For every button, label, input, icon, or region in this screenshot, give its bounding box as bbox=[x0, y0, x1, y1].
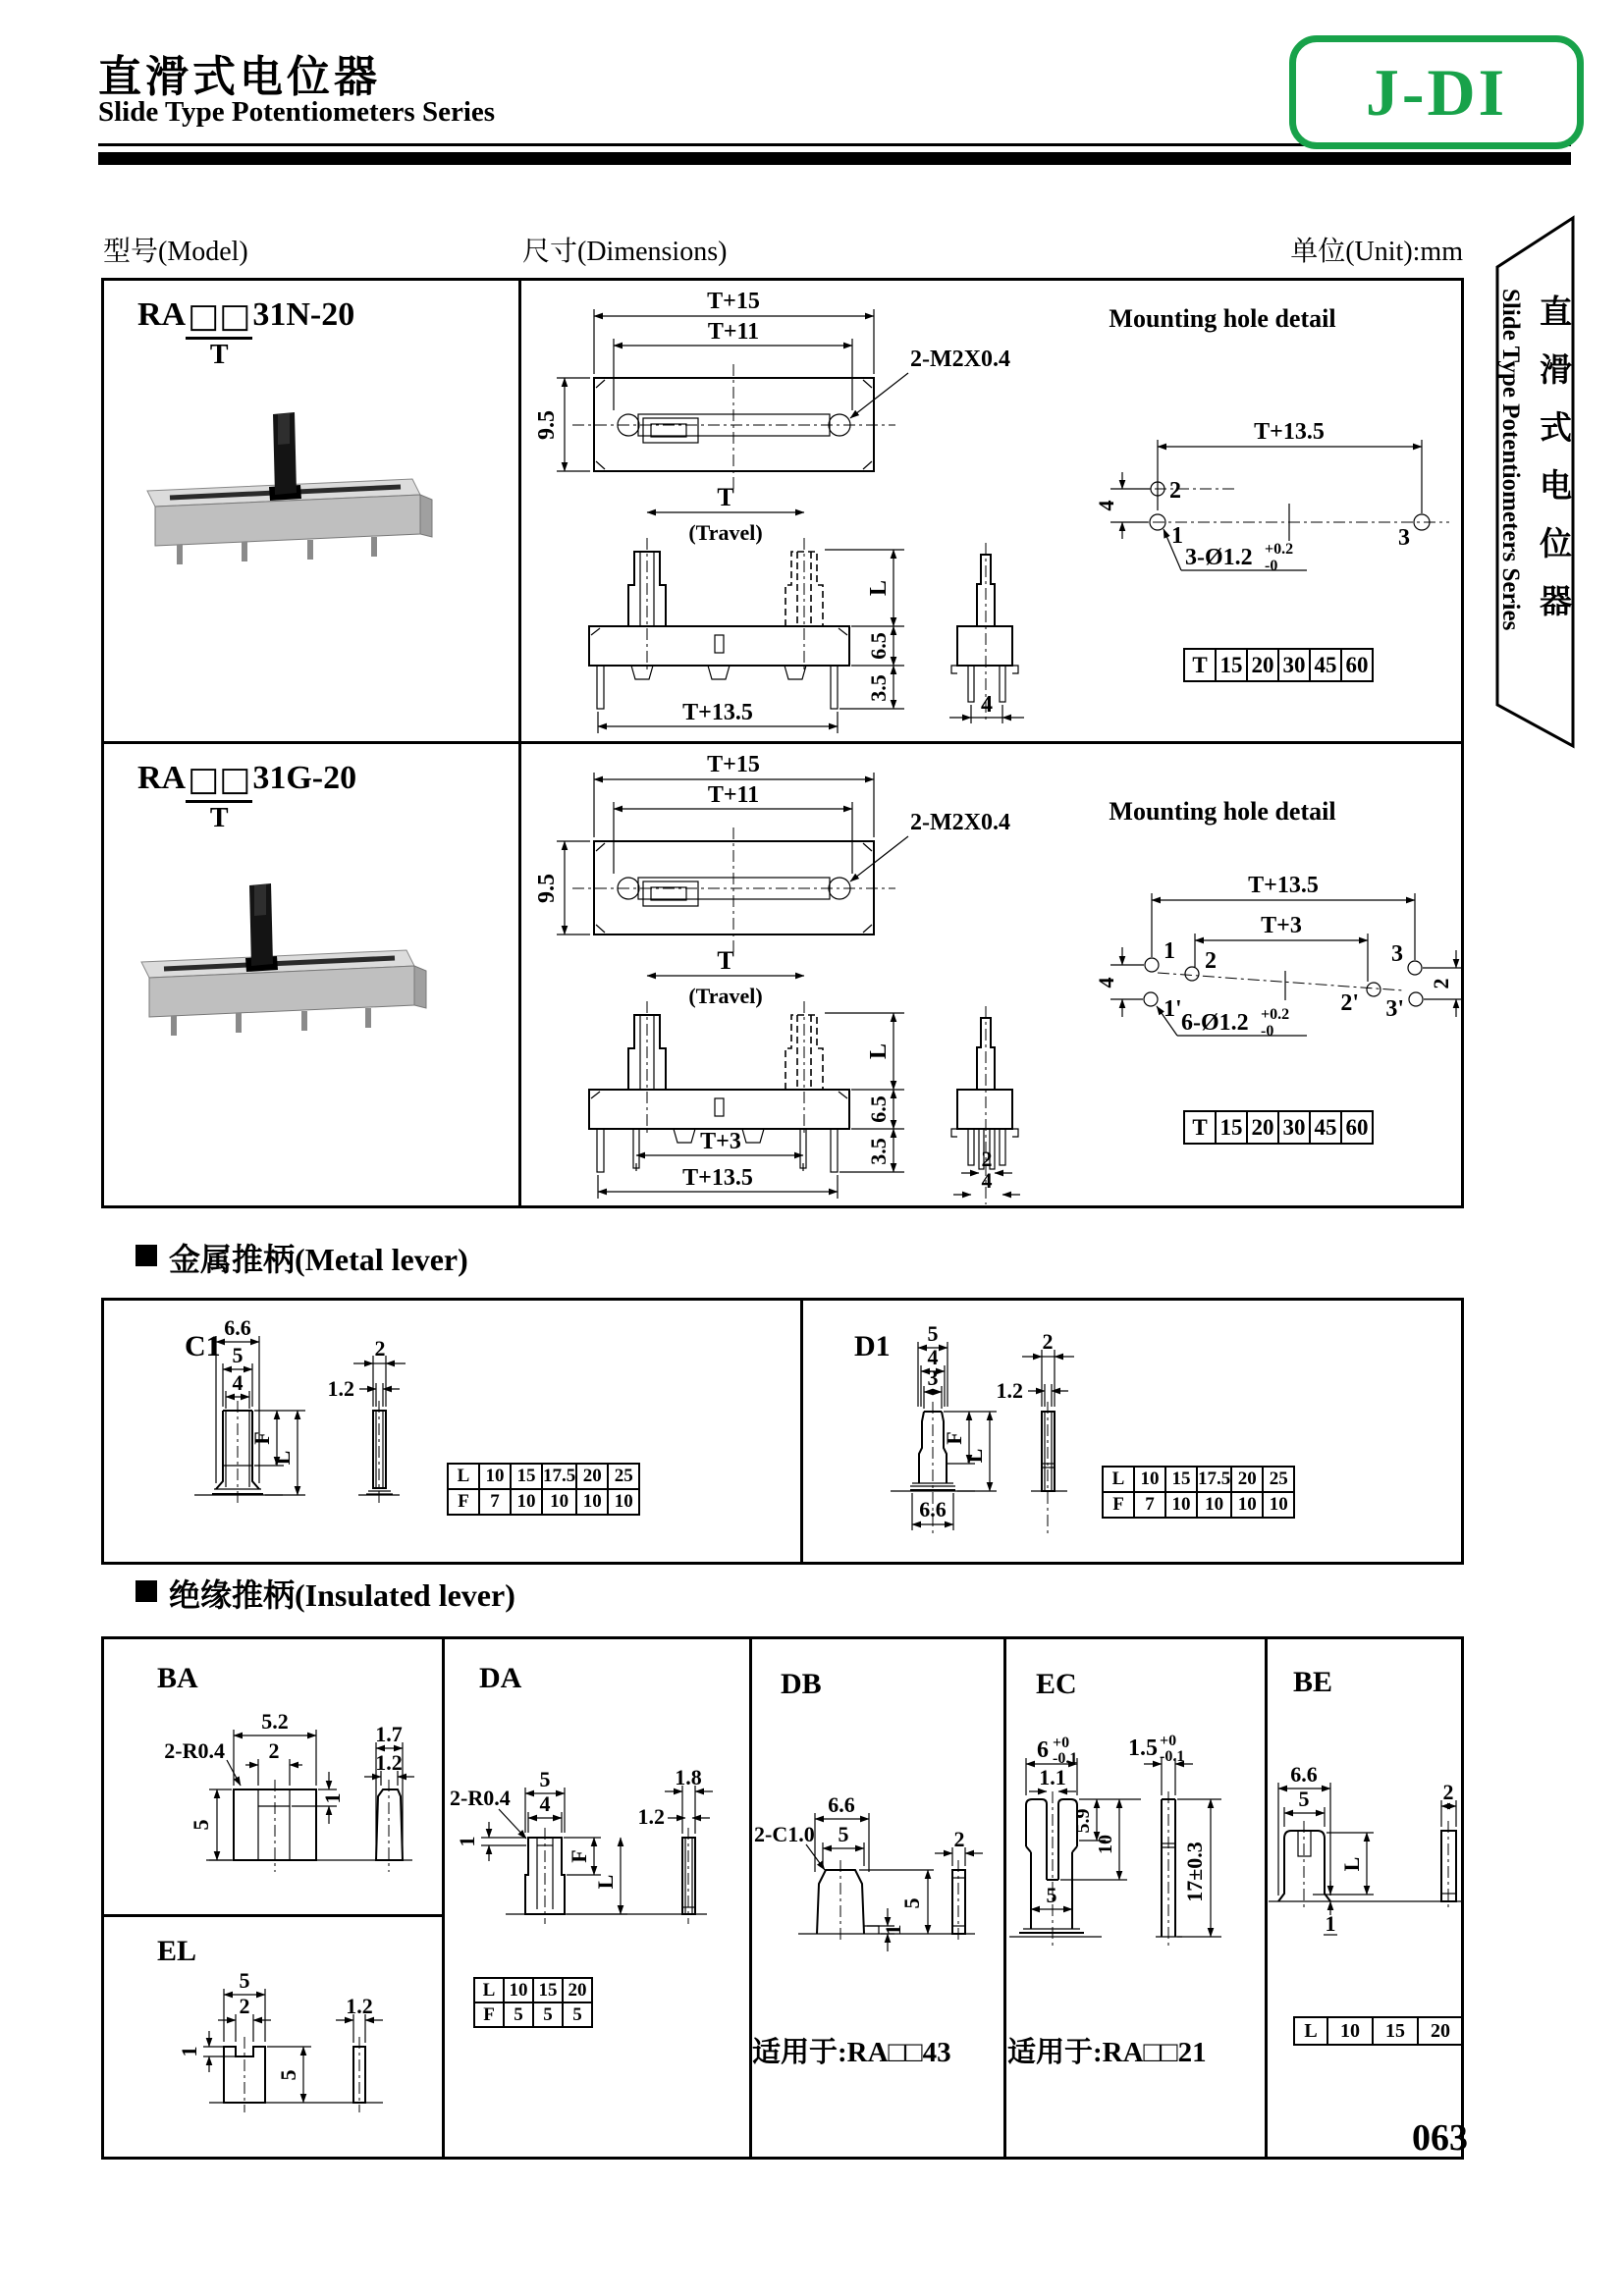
lever-type-label: DA bbox=[479, 1662, 522, 1694]
tolerance-upper: +0.2 bbox=[1265, 541, 1294, 558]
model-t: T bbox=[209, 340, 229, 370]
dim-label: T+13.5 bbox=[1254, 419, 1325, 445]
lever-type-label: BE bbox=[1293, 1666, 1333, 1698]
dim-label: T+11 bbox=[707, 319, 760, 345]
hole-label: 3' bbox=[1385, 996, 1404, 1022]
t-cell: 45 bbox=[1310, 649, 1341, 681]
d1-lf-table: L 10 15 17.5 20 25 F 7 10 10 10 10 bbox=[1102, 1466, 1295, 1519]
tolerance-upper: +0 bbox=[1053, 1735, 1070, 1751]
dim-label: T+3 bbox=[700, 1129, 741, 1154]
column-header-dimensions: 尺寸(Dimensions) bbox=[522, 237, 728, 267]
dim-label: 1.2 bbox=[346, 1994, 373, 2018]
dim-label: 9.5 bbox=[534, 410, 560, 440]
hole-label: 2' bbox=[1340, 990, 1359, 1016]
dim-label: T+11 bbox=[707, 782, 760, 808]
t-cell: 15 bbox=[1216, 649, 1247, 681]
dim-label: 3.5 bbox=[866, 1138, 891, 1165]
row1-side-view bbox=[949, 543, 1024, 723]
dim-label: 6.5 bbox=[866, 1095, 891, 1123]
lever-type-label: EC bbox=[1036, 1668, 1077, 1700]
dim-label: 4 bbox=[539, 1791, 551, 1816]
hole-label: 3 bbox=[1391, 941, 1403, 967]
model-suffix: 31N-20 bbox=[252, 296, 355, 333]
dim-label: 2 bbox=[981, 1147, 993, 1171]
dim-label: L bbox=[866, 579, 892, 597]
tolerance-upper: +0 bbox=[1160, 1733, 1177, 1749]
t-cell: 15 bbox=[1216, 1111, 1247, 1144]
da-lf-table: L 10 15 20 F 5 5 5 bbox=[473, 1977, 593, 2028]
dim-label: 5 bbox=[927, 1321, 939, 1346]
dim-label: 1 bbox=[177, 2046, 201, 2057]
dim-label: 6.6 bbox=[1290, 1762, 1318, 1787]
t-cell: 60 bbox=[1341, 649, 1373, 681]
dim-label: 5 bbox=[276, 2069, 300, 2081]
t-cell: 60 bbox=[1341, 1111, 1373, 1144]
t-cell: 45 bbox=[1310, 1111, 1341, 1144]
page-title: 直滑式电位器 bbox=[98, 52, 381, 102]
da-drawing bbox=[442, 1636, 749, 2160]
dim-label: F bbox=[942, 1431, 966, 1445]
dim-label: 1.7 bbox=[375, 1722, 403, 1746]
dim-label: 3-Ø1.2 bbox=[1185, 545, 1253, 570]
ec-applies-note: 适用于:RA□□21 bbox=[1007, 2037, 1207, 2068]
tolerance-lower: -0 bbox=[1261, 1023, 1274, 1040]
dim-label: 1 bbox=[320, 1792, 345, 1804]
ins-divider-4 bbox=[1265, 1636, 1268, 2160]
dim-label: 2 bbox=[953, 1827, 965, 1851]
ec-drawing bbox=[1003, 1636, 1265, 2160]
model-code-row2 bbox=[137, 760, 356, 834]
model-boxes: □□ bbox=[186, 296, 252, 340]
dim-label: 4 bbox=[1094, 500, 1118, 511]
dim-label: 6.6 bbox=[224, 1315, 251, 1340]
dim-label: (Travel) bbox=[688, 984, 763, 1008]
dim-label: T bbox=[717, 483, 734, 511]
dim-label: 17±0.3 bbox=[1182, 1842, 1207, 1902]
dim-label: L bbox=[1339, 1856, 1364, 1872]
dim-label: 3 bbox=[927, 1365, 939, 1390]
t-values-table-row1 bbox=[1183, 648, 1374, 682]
row2-top-view bbox=[534, 752, 1010, 953]
dim-label: T+13.5 bbox=[682, 1165, 753, 1191]
brand-logo: J-DI bbox=[1289, 35, 1584, 149]
row1-top-view bbox=[534, 289, 1010, 490]
tolerance-lower: -0.1 bbox=[1053, 1750, 1078, 1767]
dim-label: 1 bbox=[455, 1836, 479, 1847]
dim-label: L bbox=[866, 1042, 892, 1060]
dim-label: 2-R0.4 bbox=[164, 1738, 225, 1763]
dim-label: 1 bbox=[881, 1924, 905, 1936]
dim-label: T+15 bbox=[707, 752, 760, 777]
dim-label: 6.6 bbox=[828, 1792, 855, 1817]
dim-label: 6.6 bbox=[919, 1497, 947, 1522]
t-cell: 30 bbox=[1278, 649, 1310, 681]
dim-label: F bbox=[249, 1431, 274, 1445]
t-cell: 30 bbox=[1278, 1111, 1310, 1144]
row1-mounting-detail bbox=[1094, 304, 1449, 574]
t-cell: T bbox=[1184, 1111, 1216, 1144]
dim-label: 2-C1.0 bbox=[754, 1822, 815, 1846]
dim-label: 6 bbox=[1037, 1737, 1049, 1763]
page-number: 063 bbox=[1412, 2117, 1468, 2159]
section-bullet bbox=[135, 1245, 157, 1266]
dim-label: 2-M2X0.4 bbox=[910, 810, 1010, 835]
model-prefix: RA bbox=[137, 296, 187, 333]
lever-type-label: EL bbox=[157, 1935, 197, 1967]
model-suffix: 31G-20 bbox=[252, 760, 357, 796]
row2-mounting-detail bbox=[1094, 797, 1462, 1040]
section-title-insulated: 绝缘推柄(Insulated lever) bbox=[169, 1577, 515, 1613]
dim-label: 1 bbox=[1325, 1911, 1336, 1936]
dim-label: 1.8 bbox=[675, 1765, 702, 1789]
mounting-detail-title: Mounting hole detail bbox=[1109, 797, 1336, 826]
c1-drawing bbox=[101, 1299, 779, 1564]
hole-label: 1' bbox=[1164, 996, 1182, 1022]
t-cell: T bbox=[1184, 649, 1216, 681]
dim-label: 5 bbox=[1046, 1883, 1057, 1907]
dim-label: 2 bbox=[1429, 978, 1453, 989]
hole-label: 3 bbox=[1398, 525, 1410, 551]
mounting-detail-title: Mounting hole detail bbox=[1109, 304, 1336, 333]
section-bullet bbox=[135, 1580, 157, 1602]
page-subtitle: Slide Type Potentiometers Series bbox=[98, 96, 496, 128]
hole-label: 1 bbox=[1171, 523, 1183, 549]
hole-label: 1 bbox=[1164, 938, 1175, 964]
lever-type-label: BA bbox=[157, 1662, 198, 1694]
dim-label: 4 bbox=[981, 1168, 993, 1193]
dim-label: F bbox=[567, 1849, 591, 1863]
t-cell: 20 bbox=[1247, 649, 1278, 681]
dim-label: T+13.5 bbox=[682, 700, 753, 725]
dim-label: 5 bbox=[189, 1819, 213, 1831]
model-code-row1 bbox=[137, 296, 354, 371]
row1-front-view bbox=[589, 483, 904, 733]
column-header-unit: 单位(Unit):mm bbox=[1290, 237, 1463, 267]
el-drawing bbox=[101, 1914, 442, 2160]
model-boxes: □□ bbox=[186, 760, 252, 803]
dim-label: 2 bbox=[374, 1336, 386, 1361]
dim-label: 1.2 bbox=[327, 1376, 354, 1401]
dim-label: 2-R0.4 bbox=[450, 1786, 511, 1810]
lever-type-label: C1 bbox=[185, 1330, 221, 1362]
dim-label: 1.2 bbox=[996, 1378, 1023, 1403]
dim-label: T+13.5 bbox=[1248, 873, 1319, 898]
dim-label: 6.5 bbox=[866, 632, 891, 660]
dim-label: 5 bbox=[239, 1968, 250, 1993]
dim-label: 5 bbox=[539, 1767, 551, 1791]
dim-label: 5 bbox=[1298, 1787, 1310, 1811]
header-rule-thick bbox=[98, 152, 1571, 165]
dim-label: 1.1 bbox=[1039, 1765, 1066, 1789]
dim-label: 1.5 bbox=[1128, 1735, 1158, 1761]
be-l-table: L 10 15 20 bbox=[1293, 2016, 1464, 2046]
dim-label: 5.9 bbox=[1072, 1808, 1094, 1834]
model-prefix: RA bbox=[137, 760, 187, 796]
column-header-model: 型号(Model) bbox=[103, 237, 248, 267]
dim-label: 4 bbox=[981, 692, 993, 718]
hole-label: 2 bbox=[1205, 948, 1217, 974]
d1-drawing bbox=[781, 1299, 1462, 1564]
lever-type-label: DB bbox=[781, 1668, 822, 1700]
dim-label: 1.2 bbox=[375, 1750, 403, 1775]
tolerance-lower: -0 bbox=[1265, 558, 1278, 574]
dim-label: 2 bbox=[268, 1738, 280, 1763]
lever-type-label: D1 bbox=[854, 1330, 891, 1362]
dim-label: T bbox=[717, 946, 734, 975]
tolerance-lower: -0.1 bbox=[1160, 1748, 1185, 1765]
dim-label: 1.2 bbox=[637, 1804, 665, 1829]
product-photo-row2 bbox=[120, 862, 449, 1048]
dim-label: L bbox=[593, 1874, 618, 1890]
dim-label: L bbox=[962, 1448, 987, 1464]
db-applies-note: 适用于:RA□□43 bbox=[752, 2037, 951, 2068]
product-photo-row1 bbox=[126, 400, 450, 582]
dim-label: L bbox=[270, 1450, 295, 1466]
dim-label: 2 bbox=[1042, 1329, 1054, 1354]
c1-lf-table: L 10 15 17.5 20 25 F 7 10 10 10 10 bbox=[447, 1463, 640, 1516]
section-title-metal: 金属推柄(Metal lever) bbox=[169, 1242, 468, 1277]
dim-label: 4 bbox=[232, 1370, 244, 1395]
dim-label: (Travel) bbox=[688, 520, 763, 545]
hole-label: 2 bbox=[1169, 478, 1181, 504]
dim-label: 2 bbox=[1442, 1780, 1454, 1804]
dim-label: 5 bbox=[838, 1822, 849, 1846]
ba-drawing bbox=[101, 1636, 442, 1914]
db-drawing bbox=[749, 1636, 1003, 2160]
t-values-table-row2 bbox=[1183, 1110, 1374, 1145]
tolerance-upper: +0.2 bbox=[1261, 1006, 1290, 1023]
dim-label: 3.5 bbox=[866, 674, 891, 702]
t-cell: 20 bbox=[1247, 1111, 1278, 1144]
dim-label: 5 bbox=[232, 1343, 244, 1367]
side-tab-label-cn: 直滑式电位器 bbox=[1535, 294, 1570, 642]
dim-label: 4 bbox=[927, 1345, 939, 1369]
dim-label: 5 bbox=[899, 1897, 924, 1909]
dim-label: 9.5 bbox=[534, 874, 560, 903]
dim-label: 2 bbox=[239, 1994, 250, 2018]
dim-label: 2-M2X0.4 bbox=[910, 347, 1010, 372]
model-t: T bbox=[209, 803, 229, 833]
dim-label: T+15 bbox=[707, 289, 760, 314]
row2-side-view bbox=[951, 1006, 1020, 1204]
row2-front-view bbox=[589, 946, 904, 1199]
side-tab-label-en: Slide Type Potentiometers Series bbox=[1497, 289, 1524, 631]
dim-label: 4 bbox=[1094, 977, 1118, 988]
dim-label: 10 bbox=[1095, 1835, 1116, 1854]
dim-label: 5.2 bbox=[261, 1709, 289, 1734]
be-drawing bbox=[1269, 1636, 1462, 2160]
dim-label: 6-Ø1.2 bbox=[1181, 1010, 1249, 1036]
dim-label: T+3 bbox=[1261, 913, 1302, 938]
